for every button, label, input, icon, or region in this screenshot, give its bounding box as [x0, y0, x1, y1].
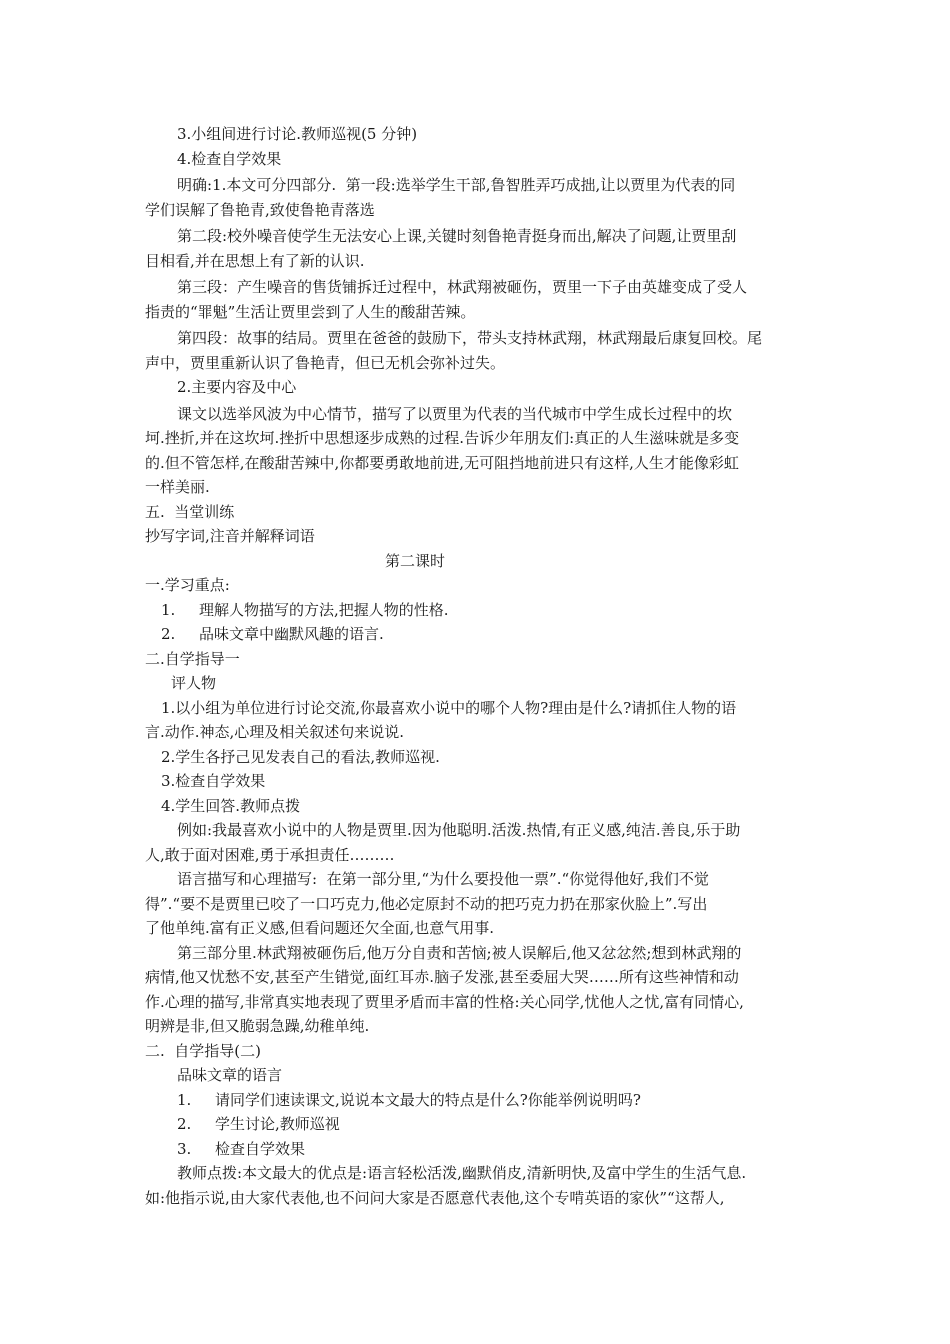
text-line: 例如:我最喜欢小说中的人物是贾里.因为他聪明.活泼.热情,有正义感,纯洁.善良,乐于助: [177, 821, 741, 839]
list-number: 2.: [177, 1115, 192, 1133]
document-body: [145, 122, 805, 1210]
text-line: 声中，贾里重新认识了鲁艳青，但已无机会弥补过失。: [145, 353, 506, 372]
lesson-title: 第二课时: [384, 551, 445, 570]
list-text: 理解人物描写的方法,把握人物的性格.: [199, 600, 449, 619]
text-line: 言.动作.神态,心理及相关叙述句来说说.: [145, 723, 405, 741]
list-number: 3.: [177, 1139, 192, 1158]
list-item: [145, 598, 805, 623]
list-item: [145, 1112, 805, 1137]
text-line: 评人物: [171, 674, 217, 692]
list-item: [145, 1088, 805, 1113]
text-line: 4.检查自学效果: [177, 149, 282, 168]
text-line: 明确:1.本文可分四部分. 第一段:选举学生干部,鲁智胜弄巧成拙,让以贾里为代表的同: [177, 176, 736, 194]
text-line: 课文以选举风波为中心情节，描写了以贾里为代表的当代城市中学生成长过程中的坎: [177, 404, 733, 423]
text-line: 品味文章的语言: [177, 1066, 283, 1084]
text-line: 的.但不管怎样,在酸甜苦辣中,你都要勇敢地前进,无可阻挡地前进只有这样,人生才能像彩虹: [145, 453, 739, 472]
text-line: 得”.“要不是贾里已咬了一口巧克力,他必定原封不动的把巧克力扔在那家伙脸上”.写出: [145, 894, 708, 913]
list-text: 检查自学效果: [215, 1139, 306, 1158]
text-line: 一样美丽.: [145, 478, 210, 496]
text-line: 人,敢于面对困难,勇于承担责任………: [145, 845, 395, 864]
list-number: 2.: [161, 625, 176, 643]
section-heading: 二. 自学指导(二): [145, 1041, 262, 1060]
text-line: 抄写字词,注音并解释词语: [145, 527, 315, 545]
text-line: 坷.挫折,并在这坎坷.挫折中思想逐步成熟的过程.告诉少年朋友们:真正的人生滋味就是多变: [145, 429, 740, 447]
text-line: 目相看,并在思想上有了新的认识.: [145, 251, 365, 270]
text-line: 第三段：产生噪音的售货铺拆迁过程中，林武翔被砸伤，贾里一下子由英雄变成了受人: [177, 278, 748, 296]
list-item: [145, 622, 805, 647]
list-number: 1.: [161, 600, 176, 619]
list-text: 请同学们速读课文,说说本文最大的特点是什么?你能举例说明吗?: [215, 1090, 641, 1109]
text-line: 教师点拨:本文最大的优点是:语言轻松活泼,幽默俏皮,清新明快,及富中学生的生活气息.: [177, 1164, 747, 1182]
text-line: 作.心理的描写,非常真实地表现了贾里矛盾而丰富的性格:关心同学,忧他人之忧,富有同情心,: [145, 992, 744, 1011]
text-line: 语言描写和心理描写: 在第一部分里,“为什么要投他一票”.“你觉得他好,我们不觉: [177, 870, 709, 888]
list-text: 学生讨论,教师巡视: [215, 1115, 340, 1133]
list-number: 1.: [177, 1090, 192, 1109]
text-line: 4.学生回答.教师点拨: [161, 796, 301, 815]
text-line: 2.主要内容及中心: [177, 378, 297, 396]
text-line: 了他单纯.富有正义感,但看问题还欠全面,也意气用事.: [145, 919, 495, 937]
text-line: 第三部分里.林武翔被砸伤后,他万分自责和苦恼;被人误解后,他又忿忿然;想到林武翔的: [177, 943, 742, 962]
text-line: 2.学生各抒己见发表自己的看法,教师巡视.: [161, 747, 440, 766]
text-line: 明辨是非,但又脆弱急躁,幼稚单纯.: [145, 1017, 370, 1035]
text-line: 3.检查自学效果: [161, 772, 266, 790]
text-line: 病情,他又忧愁不安,甚至产生错觉,面红耳赤.脑子发涨,甚至委屈大哭……所有这些神情和动: [145, 968, 739, 986]
text-line: 第二段:校外噪音使学生无法安心上课,关键时刻鲁艳青挺身而出,解决了问题,让贾里刮: [177, 227, 737, 245]
section-heading: 二.自学指导一: [145, 649, 240, 668]
text-line: 1.以小组为单位进行讨论交流,你最喜欢小说中的哪个人物?理由是什么?请抓住人物的语: [161, 698, 737, 717]
text-line: 第四段：故事的结局。贾里在爸爸的鼓励下，带头支持林武翔，林武翔最后康复回校。尾: [177, 329, 763, 347]
list-item: [145, 1137, 805, 1162]
text-line: 如:他指示说,由大家代表他,也不问问大家是否愿意代表他,这个专啃英语的家伙”“这帮人,: [145, 1188, 725, 1207]
text-line: 指责的“罪魁”生活让贾里尝到了人生的酸甜苦辣。: [145, 302, 476, 321]
section-heading: 五. 当堂训练: [145, 502, 235, 521]
list-text: 品味文章中幽默风趣的语言.: [199, 625, 384, 643]
text-line: 3.小组间进行讨论.教师巡视(5 分钟): [177, 125, 418, 143]
text-line: 学们误解了鲁艳青,致使鲁艳青落选: [145, 200, 375, 219]
section-heading: 一.学习重点:: [145, 576, 230, 594]
